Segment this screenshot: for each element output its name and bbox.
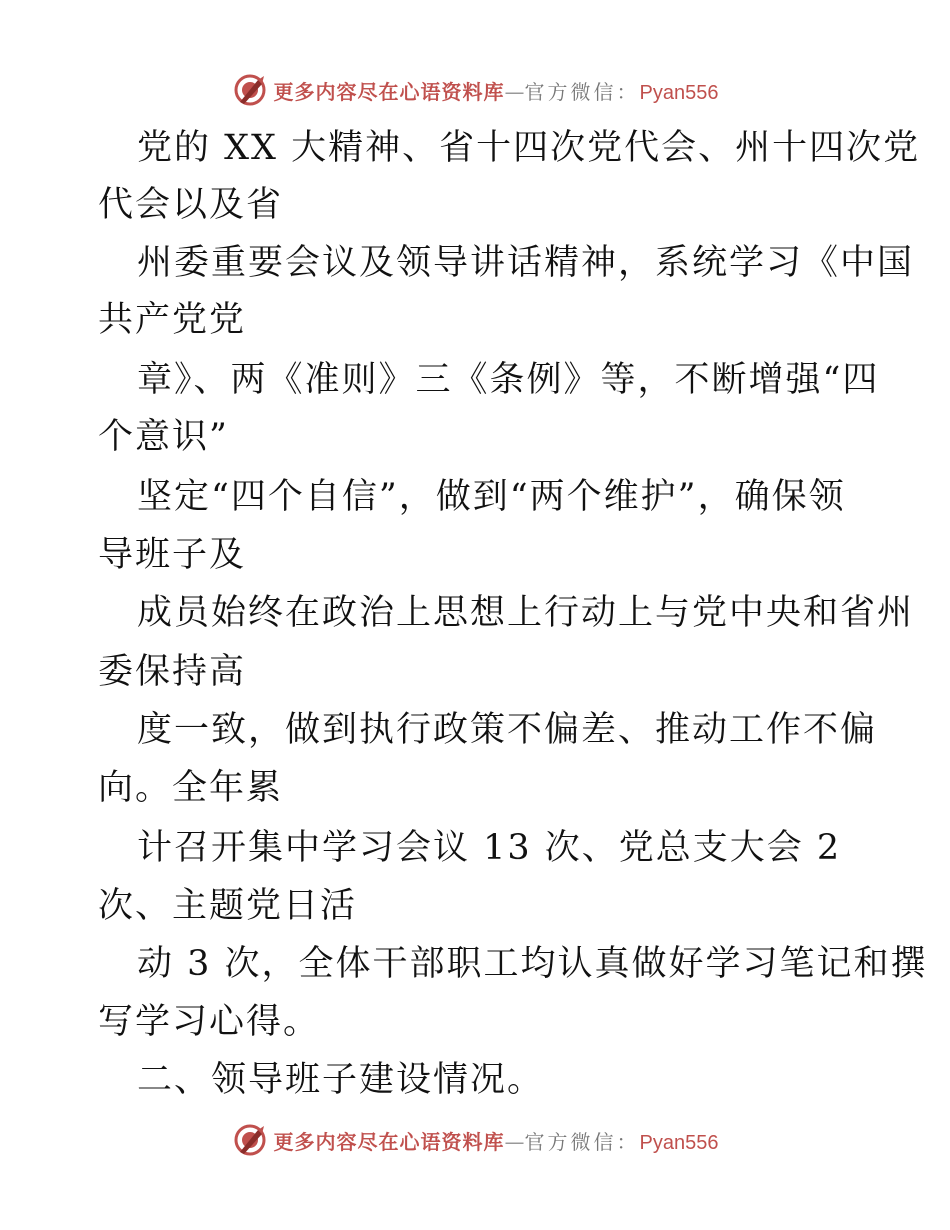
text-line: 写学习心得。 [98, 1002, 321, 1042]
watermark-text [274, 1126, 719, 1155]
text-line: 成员始终在政治上思想上行动上与党中央和省州 [137, 593, 915, 633]
text-line: 章》、两《准则》三《条例》等，不断增强“四 [137, 360, 880, 400]
text-line: 个意识” [98, 417, 229, 457]
quill-pen-logo-icon [232, 1122, 268, 1158]
watermark-dash: — [504, 79, 525, 104]
watermark-brand: 更多内容尽在心语资料库 [273, 1129, 505, 1154]
text-line: 州委重要会议及领导讲话精神，系统学习《中国 [137, 243, 915, 283]
quill-pen-logo-icon [232, 72, 268, 108]
watermark-contact-label: 官方微信： [524, 79, 640, 104]
header-watermark [0, 70, 950, 110]
watermark-contact-id: Pyan556 [639, 81, 719, 104]
text-line: 共产党党 [98, 300, 247, 340]
text-line: 度一致，做到执行政策不偏差、推动工作不偏 [137, 710, 878, 750]
watermark-dash: — [504, 1129, 525, 1154]
text-line: 计召开集中学习会议 13 次、党总支大会 2 [137, 828, 842, 868]
text-line: 导班子及 [98, 535, 247, 575]
watermark-text [274, 76, 719, 105]
text-line: 坚定“四个自信”，做到“两个维护”，确保领 [137, 477, 846, 517]
text-line: 委保持高 [98, 652, 247, 692]
watermark-brand: 更多内容尽在心语资料库 [273, 79, 505, 104]
watermark-contact-label: 官方微信： [524, 1129, 640, 1154]
footer-watermark [0, 1120, 950, 1160]
text-line: 动 3 次，全体干部职工均认真做好学习笔记和撰 [137, 944, 928, 984]
text-line: 次、主题党日活 [98, 886, 358, 926]
text-line: 向。全年累 [98, 768, 284, 808]
watermark-contact-id: Pyan556 [639, 1131, 719, 1154]
text-line: 党的 XX 大精神、省十四次党代会、州十四次党 [137, 128, 921, 168]
section-heading: 二、领导班子建设情况。 [137, 1060, 545, 1100]
text-line: 代会以及省 [98, 185, 284, 225]
